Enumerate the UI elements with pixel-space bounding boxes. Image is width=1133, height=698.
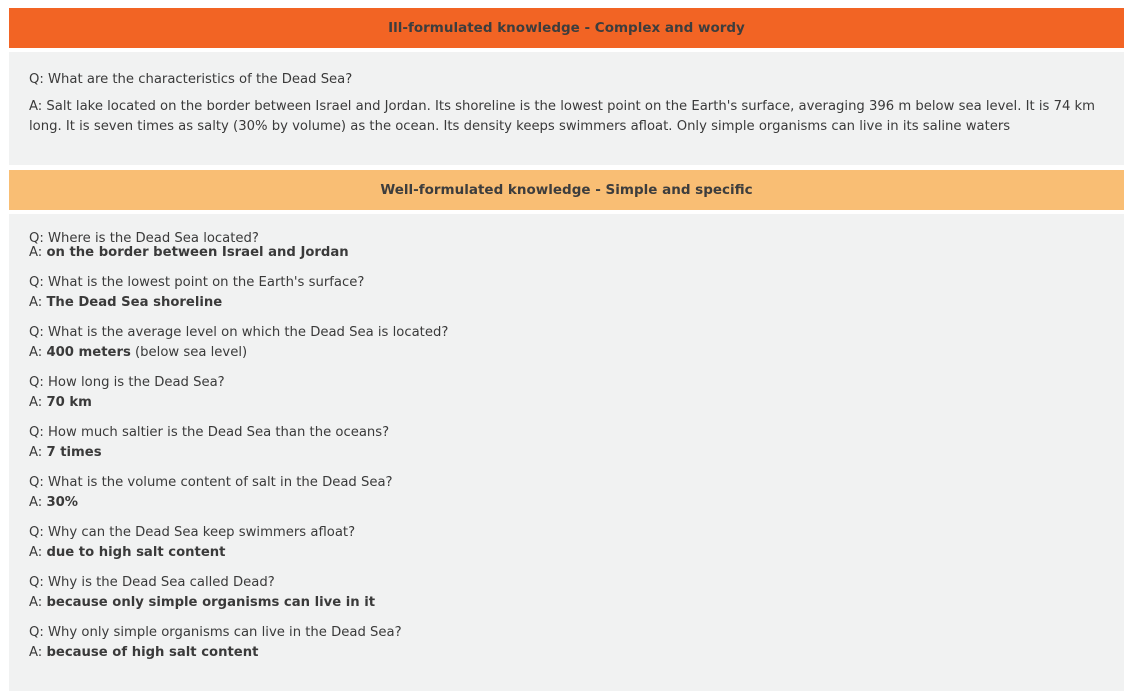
qa-answer [29, 343, 1104, 363]
qa-pair [29, 232, 1104, 260]
answer-prefix: A: [29, 245, 47, 260]
answer-prefix: A: [29, 595, 47, 610]
answer-bold: due to high salt content [46, 545, 226, 560]
answer-bold: 30% [46, 495, 79, 510]
answer-prefix: A: [29, 395, 47, 410]
qa-question: Q: How long is the Dead Sea? [29, 375, 225, 390]
qa-answer [29, 443, 1104, 463]
qa-question: Q: Why only simple organisms can live in the Dead Sea? [29, 625, 402, 640]
ill-formulated-content [9, 52, 1124, 165]
ill-formulated-title: Ill-formulated knowledge - Complex and wordy [388, 20, 745, 36]
ill-question: Q: What are the characteristics of the Dead Sea? [29, 72, 353, 87]
qa-answer [29, 246, 1104, 260]
qa-pair [29, 523, 1104, 563]
ill-answer: A: Salt lake located on the border between Israel and Jordan. Its shoreline is the lowest point on the Earth's surface, averaging 396 m below sea level. It is 74 km long. It is seven times as salty (30% by volume) as the ocean. Its density keeps swimmers afloat. Only simple organisms can live in its saline waters [29, 99, 1096, 134]
qa-question: Q: What is the average level on which the Dead Sea is located? [29, 325, 449, 340]
qa-answer [29, 593, 1104, 613]
qa-pair [29, 373, 1104, 413]
qa-question: Q: Why is the Dead Sea called Dead? [29, 575, 275, 590]
qa-answer [29, 543, 1104, 563]
qa-answer [29, 493, 1104, 513]
answer-bold: because of high salt content [46, 645, 259, 660]
qa-pair [29, 623, 1104, 663]
qa-pair [29, 273, 1104, 313]
qa-question: Q: Why can the Dead Sea keep swimmers afloat? [29, 525, 356, 540]
qa-question: Q: Where is the Dead Sea located? [29, 231, 259, 246]
qa-pair [29, 423, 1104, 463]
qa-pair [29, 473, 1104, 513]
answer-bold: The Dead Sea shoreline [46, 295, 223, 310]
well-formulated-content [9, 214, 1124, 691]
answer-prefix: A: [29, 345, 47, 360]
qa-answer [29, 643, 1104, 663]
answer-prefix: A: [29, 645, 47, 660]
qa-question: Q: What is the volume content of salt in the Dead Sea? [29, 475, 393, 490]
answer-prefix: A: [29, 295, 47, 310]
answer-bold: on the border between Israel and Jordan [46, 245, 349, 260]
answer-bold: 70 km [46, 395, 92, 410]
answer-prefix: A: [29, 545, 47, 560]
answer-prefix: A: [29, 495, 47, 510]
qa-question: Q: How much saltier is the Dead Sea than the oceans? [29, 425, 390, 440]
answer-bold: 7 times [46, 445, 102, 460]
ill-formulated-header [9, 8, 1124, 48]
qa-answer [29, 293, 1104, 313]
answer-bold: 400 meters [46, 345, 131, 360]
answer-rest: (below sea level) [130, 345, 248, 360]
qa-list [29, 232, 1104, 663]
qa-answer [29, 393, 1104, 413]
qa-pair [29, 323, 1104, 363]
well-formulated-header [9, 170, 1124, 210]
qa-question: Q: What is the lowest point on the Earth's surface? [29, 275, 365, 290]
answer-prefix: A: [29, 445, 47, 460]
well-formulated-title: Well-formulated knowledge - Simple and specific [380, 182, 753, 198]
answer-bold: because only simple organisms can live in it [46, 595, 376, 610]
qa-pair [29, 573, 1104, 613]
